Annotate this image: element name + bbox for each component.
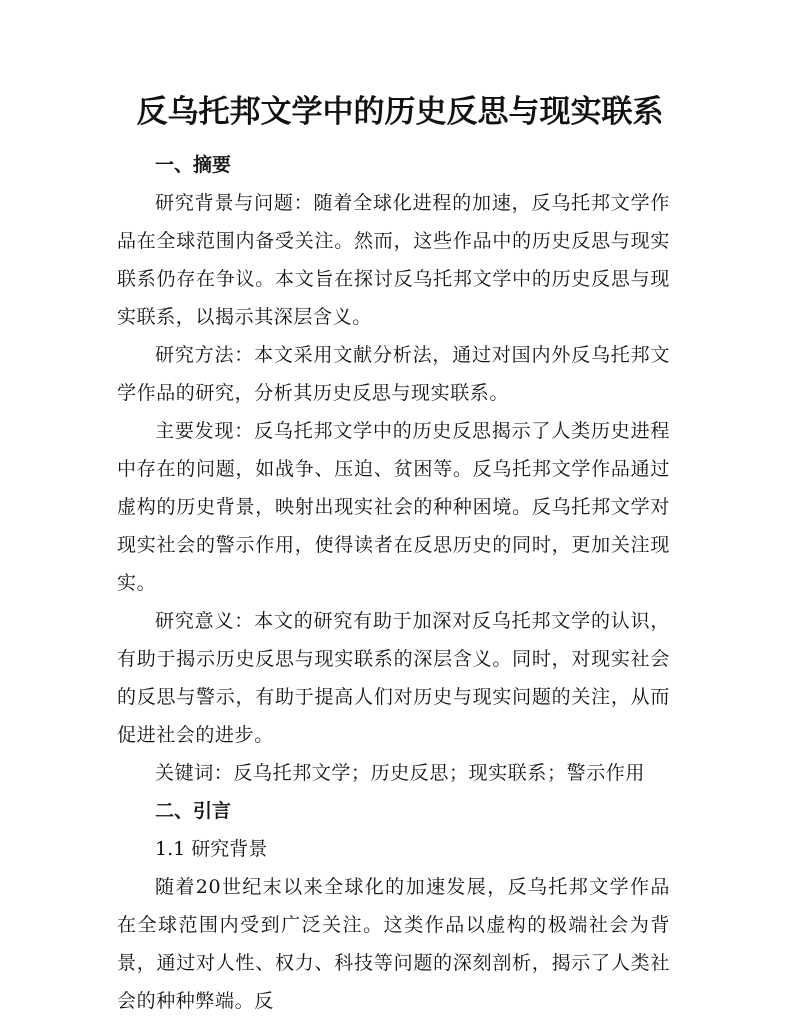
section-heading-introduction: 二、引言 (155, 800, 232, 822)
paragraph-keywords: 关键词：反乌托邦文学；历史反思；现实联系；警示作用 (155, 762, 646, 784)
paragraph-background: 研究背景与问题：随着全球化进程的加速，反乌托邦文学作品在全球范围内备受关注。然而，这些作品中的历史反思与现实联系仍存在争议。本文旨在探讨反乌托邦文学中的历史反思与现实联系，以揭示其深层含义。 (117, 192, 670, 328)
document-body (117, 146, 670, 1020)
paragraph-significance: 研究意义：本文的研究有助于加深对反乌托邦文学的认识，有助于揭示历史反思与现实联系的深层含义。同时，对现实社会的反思与警示，有助于提高人们对历史与现实问题的关注，从而促进社会的进步。 (117, 610, 670, 746)
subsection-heading-background: 1.1 研究背景 (155, 838, 268, 860)
paragraph-findings: 主要发现：反乌托邦文学中的历史反思揭示了人类历史进程中存在的问题，如战争、压迫、贫困等。反乌托邦文学作品通过虚构的历史背景，映射出现实社会的种种困境。反乌托邦文学对现实社会的警示作用，使得读者在反思历史的同时，更加关注现实。 (117, 420, 670, 594)
document-title: 反乌托邦文学中的历史反思与现实联系 (136, 94, 664, 130)
section-heading-abstract: 一、摘要 (155, 154, 232, 176)
paragraph-method: 研究方法：本文采用文献分析法，通过对国内外反乌托邦文学作品的研究，分析其历史反思与现实联系。 (117, 344, 670, 404)
paragraph-intro-background: 随着20世纪末以来全球化的加速发展，反乌托邦文学作品在全球范围内受到广泛关注。这类作品以虚构的极端社会为背景，通过对人性、权力、科技等问题的深刻剖析，揭示了人类社会的种种弊端。反 (117, 876, 670, 1012)
